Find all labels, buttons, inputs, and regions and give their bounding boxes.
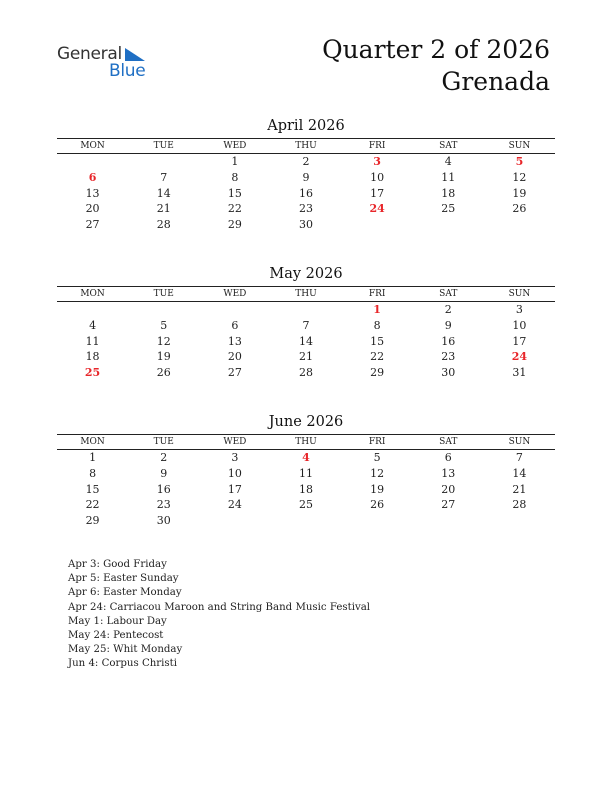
week-row — [57, 450, 555, 466]
day-cell: 25 — [441, 202, 456, 216]
day-cell: 28 — [512, 498, 527, 512]
day-cell: 9 — [160, 466, 168, 480]
week-row — [57, 302, 555, 318]
day-cell: 13 — [85, 186, 100, 200]
page-title — [322, 34, 550, 98]
day-cell — [484, 217, 555, 233]
month-may — [57, 265, 555, 381]
day-cell: 16 — [156, 482, 171, 496]
weekday-label: THU — [295, 437, 317, 447]
week-row — [57, 466, 555, 482]
weekday-label: MON — [80, 141, 105, 151]
day-cell: 15 — [85, 482, 100, 496]
day-cell: 9 — [444, 318, 452, 332]
weekday-label: WED — [223, 437, 247, 447]
week-row — [57, 186, 555, 202]
day-cell: 28 — [156, 218, 171, 232]
weekday-label: FRI — [368, 141, 386, 151]
week-row — [57, 170, 555, 186]
weekday-label: THU — [295, 141, 317, 151]
weekday-label: SAT — [439, 289, 458, 299]
day-cell: 19 — [156, 350, 171, 364]
month-title: June 2026 — [268, 414, 344, 430]
day-cell: 30 — [156, 514, 171, 528]
week-row — [57, 497, 555, 513]
day-cell: 15 — [370, 334, 385, 348]
day-cell: 26 — [370, 498, 385, 512]
holiday-entry: Apr 6: Easter Monday — [68, 587, 182, 599]
holiday-entry: May 24: Pentecost — [68, 630, 164, 642]
day-cell: 12 — [156, 334, 171, 348]
day-cell — [413, 217, 484, 233]
day-cell: 25 — [298, 498, 313, 512]
day-cell: 7 — [160, 170, 168, 184]
day-cell: 22 — [85, 498, 100, 512]
day-cell: 14 — [298, 334, 313, 348]
holiday-entry: Apr 24: Carriacou Maroon and String Band Music Festival — [68, 601, 371, 613]
weekday-label: FRI — [368, 289, 386, 299]
day-cell: 19 — [512, 186, 527, 200]
day-cell: 27 — [227, 366, 242, 380]
day-cell: 23 — [298, 202, 313, 216]
day-cell: 6 — [231, 318, 239, 332]
day-cell: 23 — [441, 350, 456, 364]
day-cell: 10 — [227, 466, 242, 480]
day-cell: 27 — [85, 218, 100, 232]
day-cell: 1 — [231, 155, 239, 168]
weekday-label: SAT — [439, 437, 458, 447]
day-cell: 21 — [298, 350, 313, 364]
month-title: May 2026 — [269, 266, 343, 282]
holiday-day-cell: 24 — [511, 350, 528, 364]
week-row — [57, 482, 555, 498]
week-row — [57, 349, 555, 365]
day-cell — [342, 513, 413, 529]
day-cell: 8 — [89, 466, 97, 480]
weekday-label: SUN — [508, 437, 531, 447]
holiday-day-cell: 1 — [373, 303, 381, 316]
day-cell — [199, 513, 270, 529]
day-cell: 16 — [441, 334, 456, 348]
day-cell: 10 — [512, 318, 527, 332]
holiday-day-cell: 6 — [88, 170, 97, 184]
week-row — [57, 365, 555, 381]
week-row — [57, 201, 555, 217]
day-cell: 3 — [515, 303, 523, 316]
day-cell: 13 — [441, 466, 456, 480]
day-cell: 3 — [231, 451, 239, 464]
day-cell: 6 — [444, 451, 452, 464]
day-cell: 31 — [512, 366, 527, 380]
day-cell: 22 — [227, 202, 242, 216]
holiday-entry: May 25: Whit Monday — [68, 644, 183, 656]
week-row — [57, 217, 555, 233]
weekday-label: TUE — [153, 141, 174, 151]
day-cell — [199, 302, 270, 318]
weekday-header — [57, 434, 555, 450]
day-cell: 21 — [156, 202, 171, 216]
holiday-day-cell: 5 — [515, 155, 524, 168]
day-cell — [128, 302, 199, 318]
day-cell: 17 — [227, 482, 242, 496]
weekday-label: SUN — [508, 289, 531, 299]
day-cell: 2 — [302, 155, 310, 168]
day-cell: 4 — [89, 318, 97, 332]
day-cell: 27 — [441, 498, 456, 512]
day-cell: 5 — [373, 451, 381, 464]
day-cell: 4 — [444, 155, 452, 168]
day-cell: 29 — [370, 366, 385, 380]
holiday-day-cell: 3 — [373, 155, 381, 168]
day-cell: 2 — [160, 451, 168, 464]
day-cell: 16 — [298, 186, 313, 200]
day-cell: 11 — [441, 170, 456, 184]
day-cell: 26 — [156, 366, 171, 380]
weekday-header — [57, 286, 555, 302]
day-cell: 1 — [89, 451, 97, 464]
day-cell: 17 — [512, 334, 527, 348]
quarter-title: Quarter 2 of 2026 — [322, 35, 550, 64]
logo-triangle-icon — [125, 46, 147, 62]
holiday-entry: Apr 3: Good Friday — [68, 559, 167, 570]
weekday-label: SAT — [439, 141, 458, 151]
month-june — [57, 413, 555, 529]
day-cell: 14 — [156, 186, 171, 200]
day-cell — [484, 513, 555, 529]
day-cell: 21 — [512, 482, 527, 496]
day-cell: 26 — [512, 202, 527, 216]
weekday-label: MON — [80, 289, 105, 299]
day-cell: 11 — [298, 466, 313, 480]
day-cell: 11 — [85, 334, 100, 348]
day-cell: 20 — [85, 202, 100, 216]
weekday-header — [57, 138, 555, 154]
day-cell: 17 — [370, 186, 385, 200]
weekday-label: WED — [223, 289, 247, 299]
country-title: Grenada — [441, 67, 550, 96]
day-cell: 7 — [302, 318, 310, 332]
week-row — [57, 513, 555, 529]
day-cell: 7 — [515, 451, 523, 464]
day-cell — [57, 302, 128, 318]
day-cell: 19 — [370, 482, 385, 496]
week-row — [57, 334, 555, 350]
weekday-label: TUE — [153, 289, 174, 299]
day-cell: 12 — [370, 466, 385, 480]
day-cell — [413, 513, 484, 529]
day-cell: 13 — [227, 334, 242, 348]
day-cell: 5 — [160, 318, 168, 332]
weekday-label: FRI — [368, 437, 386, 447]
holiday-day-cell: 25 — [84, 366, 101, 380]
day-cell: 9 — [302, 170, 310, 184]
day-cell — [270, 513, 341, 529]
day-cell: 10 — [370, 170, 385, 184]
day-cell: 15 — [227, 186, 242, 200]
day-cell: 22 — [370, 350, 385, 364]
logo-word-blue: Blue — [109, 61, 146, 81]
day-cell: 12 — [512, 170, 527, 184]
day-cell: 18 — [85, 350, 100, 364]
day-cell: 14 — [512, 466, 527, 480]
day-cell: 29 — [227, 218, 242, 232]
day-cell: 20 — [227, 350, 242, 364]
month-title: April 2026 — [267, 118, 345, 134]
week-row — [57, 154, 555, 170]
day-cell — [270, 302, 341, 318]
day-cell: 30 — [298, 218, 313, 232]
day-cell: 18 — [298, 482, 313, 496]
month-april — [57, 117, 555, 233]
holiday-entry: Jun 4: Corpus Christi — [68, 658, 178, 670]
holiday-day-cell: 4 — [302, 451, 310, 464]
day-cell: 18 — [441, 186, 456, 200]
day-cell: 28 — [298, 366, 313, 380]
logo-word-general: General — [57, 44, 122, 64]
weekday-label: SUN — [508, 141, 531, 151]
holiday-day-cell: 24 — [369, 202, 385, 216]
weekday-label: WED — [223, 141, 247, 151]
holiday-entry: May 1: Labour Day — [68, 615, 167, 627]
day-cell: 29 — [85, 514, 100, 528]
weekday-label: TUE — [153, 437, 174, 447]
day-cell: 30 — [441, 366, 456, 380]
weekday-label: THU — [295, 289, 317, 299]
day-cell: 20 — [441, 482, 456, 496]
day-cell — [57, 154, 128, 170]
holiday-list — [68, 558, 370, 672]
day-cell: 8 — [373, 318, 381, 332]
brand-logo[interactable] — [57, 42, 167, 82]
holiday-entry: Apr 5: Easter Sunday — [68, 573, 179, 585]
day-cell: 8 — [231, 170, 239, 184]
day-cell: 2 — [444, 303, 452, 316]
week-row — [57, 318, 555, 334]
day-cell: 24 — [227, 498, 242, 512]
day-cell — [342, 217, 413, 233]
weekday-label: MON — [80, 437, 105, 447]
day-cell — [128, 154, 199, 170]
day-cell: 23 — [156, 498, 171, 512]
